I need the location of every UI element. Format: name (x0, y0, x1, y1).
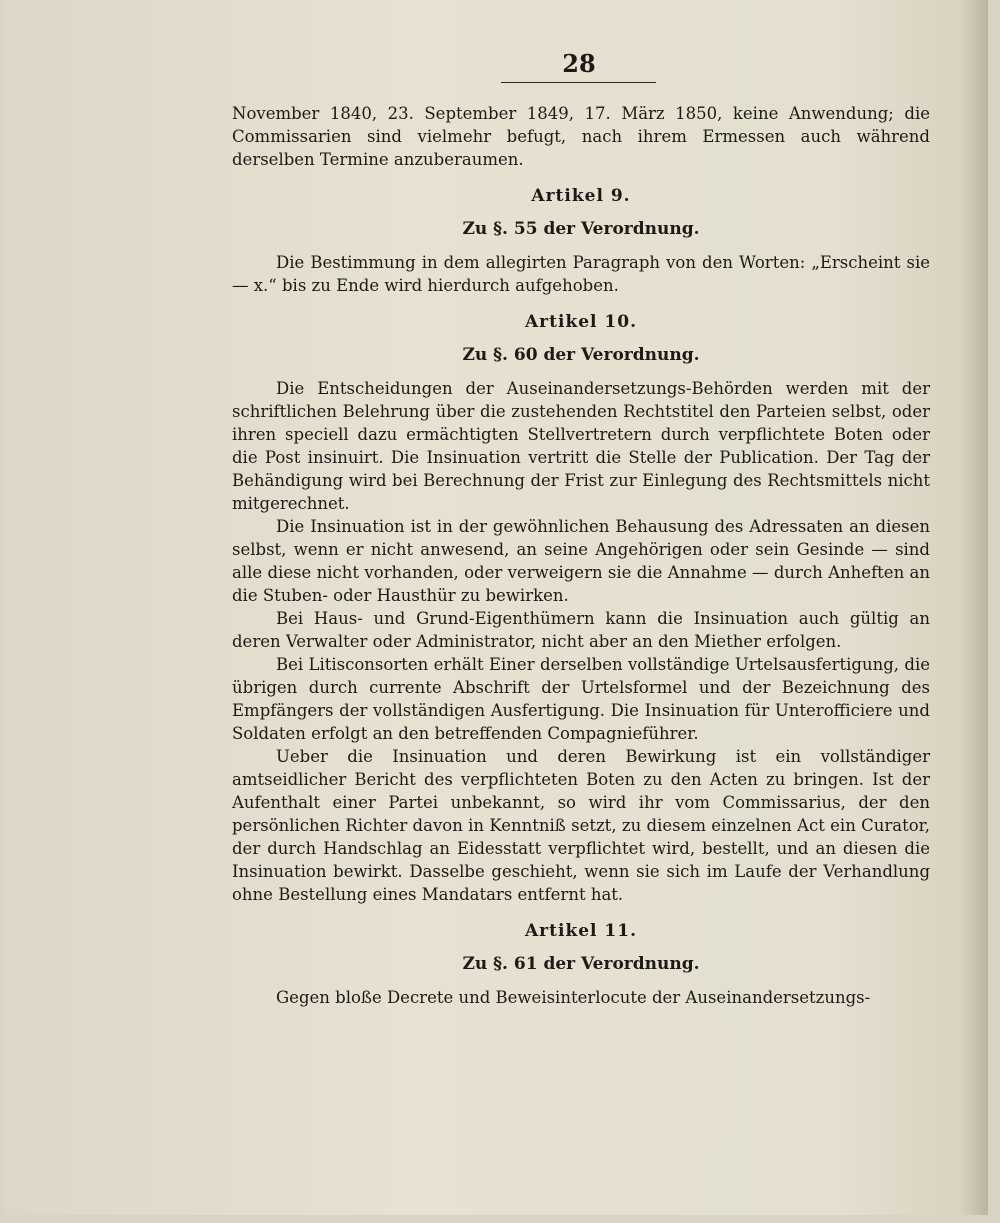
article-11-subtitle: Zu §. 61 der Verordnung. (462, 954, 700, 974)
page-edge-shadow (960, 0, 988, 1215)
article-11-title: Artikel 11. (524, 921, 637, 941)
article-11-paragraph-1: Gegen bloße Decrete und Beweisinterlocute der Auseinandersetzungs- (276, 988, 871, 1007)
article-10-paragraph-5: Ueber die Insinuation und deren Bewirkung ist ein vollständiger amtseidlicher Bericht des verpflichteten Boten zu den Acten zu bringen. Ist der Aufenthalt einer Partei unbekannt, so wird ihr vom Commissarius, der den persönlichen Richter davon in Kenntniß setzt, zu diesem einzelnen Act ein Curator, der durch Handschlag an Eidesstatt verpflichtet wird, bestellt, und an diesen die Insinuation bewirkt. Dasselbe geschieht, wenn sie sich im Laufe der Verhandlung ohne Bestellung eines Mandatars entfernt hat. (232, 747, 930, 904)
article-10-paragraph-2: Die Insinuation ist in der gewöhnlichen Behausung des Adressaten an diesen selbst, wenn er nicht anwesend, an seine Angehörigen oder sein Gesinde — sind alle diese nicht vorhanden, oder verweigern sie die Annahme — durch Anheften an die Stuben- oder Hausthür zu bewirken. (232, 517, 930, 605)
article-10-title: Artikel 10. (524, 312, 637, 332)
article-10-paragraph-3: Bei Haus- und Grund-Eigenthümern kann die Insinuation auch gültig an deren Verwalter oder Administrator, nicht aber an den Miether erfolgen. (232, 609, 930, 651)
document-body (232, 102, 930, 1009)
document-page (4, 0, 988, 1215)
opening-paragraph: November 1840, 23. September 1849, 17. März 1850, keine Anwendung; die Commissarien sind vielmehr befugt, nach ihrem Ermessen auch während derselben Termine anzuberaumen. (232, 104, 930, 169)
page-number-rule (501, 82, 656, 83)
article-9-paragraph-1: Die Bestimmung in dem allegirten Paragraph von den Worten: „Erscheint sie — x.“ bis zu Ende wird hierdurch aufgehoben. (232, 253, 930, 295)
article-10-subtitle: Zu §. 60 der Verordnung. (462, 345, 700, 365)
page-number: 28 (562, 49, 596, 78)
article-9-subtitle: Zu §. 55 der Verordnung. (462, 219, 700, 239)
article-9-title: Artikel 9. (531, 186, 631, 206)
article-10-paragraph-1: Die Entscheidungen der Auseinandersetzungs-Behörden werden mit der schriftlichen Belehrung über die zustehenden Rechtstitel den Parteien selbst, oder ihren speciell dazu ermächtigten Stellvertretern durch verpflichtete Boten oder die Post insinuirt. Die Insinuation vertritt die Stelle der Publication. Der Tag der Behändigung wird bei Berechnung der Frist zur Einlegung des Rechtsmittels nicht mitgerechnet. (232, 379, 930, 513)
article-10-paragraph-4: Bei Litisconsorten erhält Einer derselben vollständige Urtelsausfertigung, die übrigen durch currente Abschrift der Urtelsformel und der Bezeichnung des Empfängers der vollständigen Ausfertigung. Die Insinuation für Unterofficiere und Soldaten erfolgt an den betreffenden Compagnieführer. (232, 655, 930, 743)
